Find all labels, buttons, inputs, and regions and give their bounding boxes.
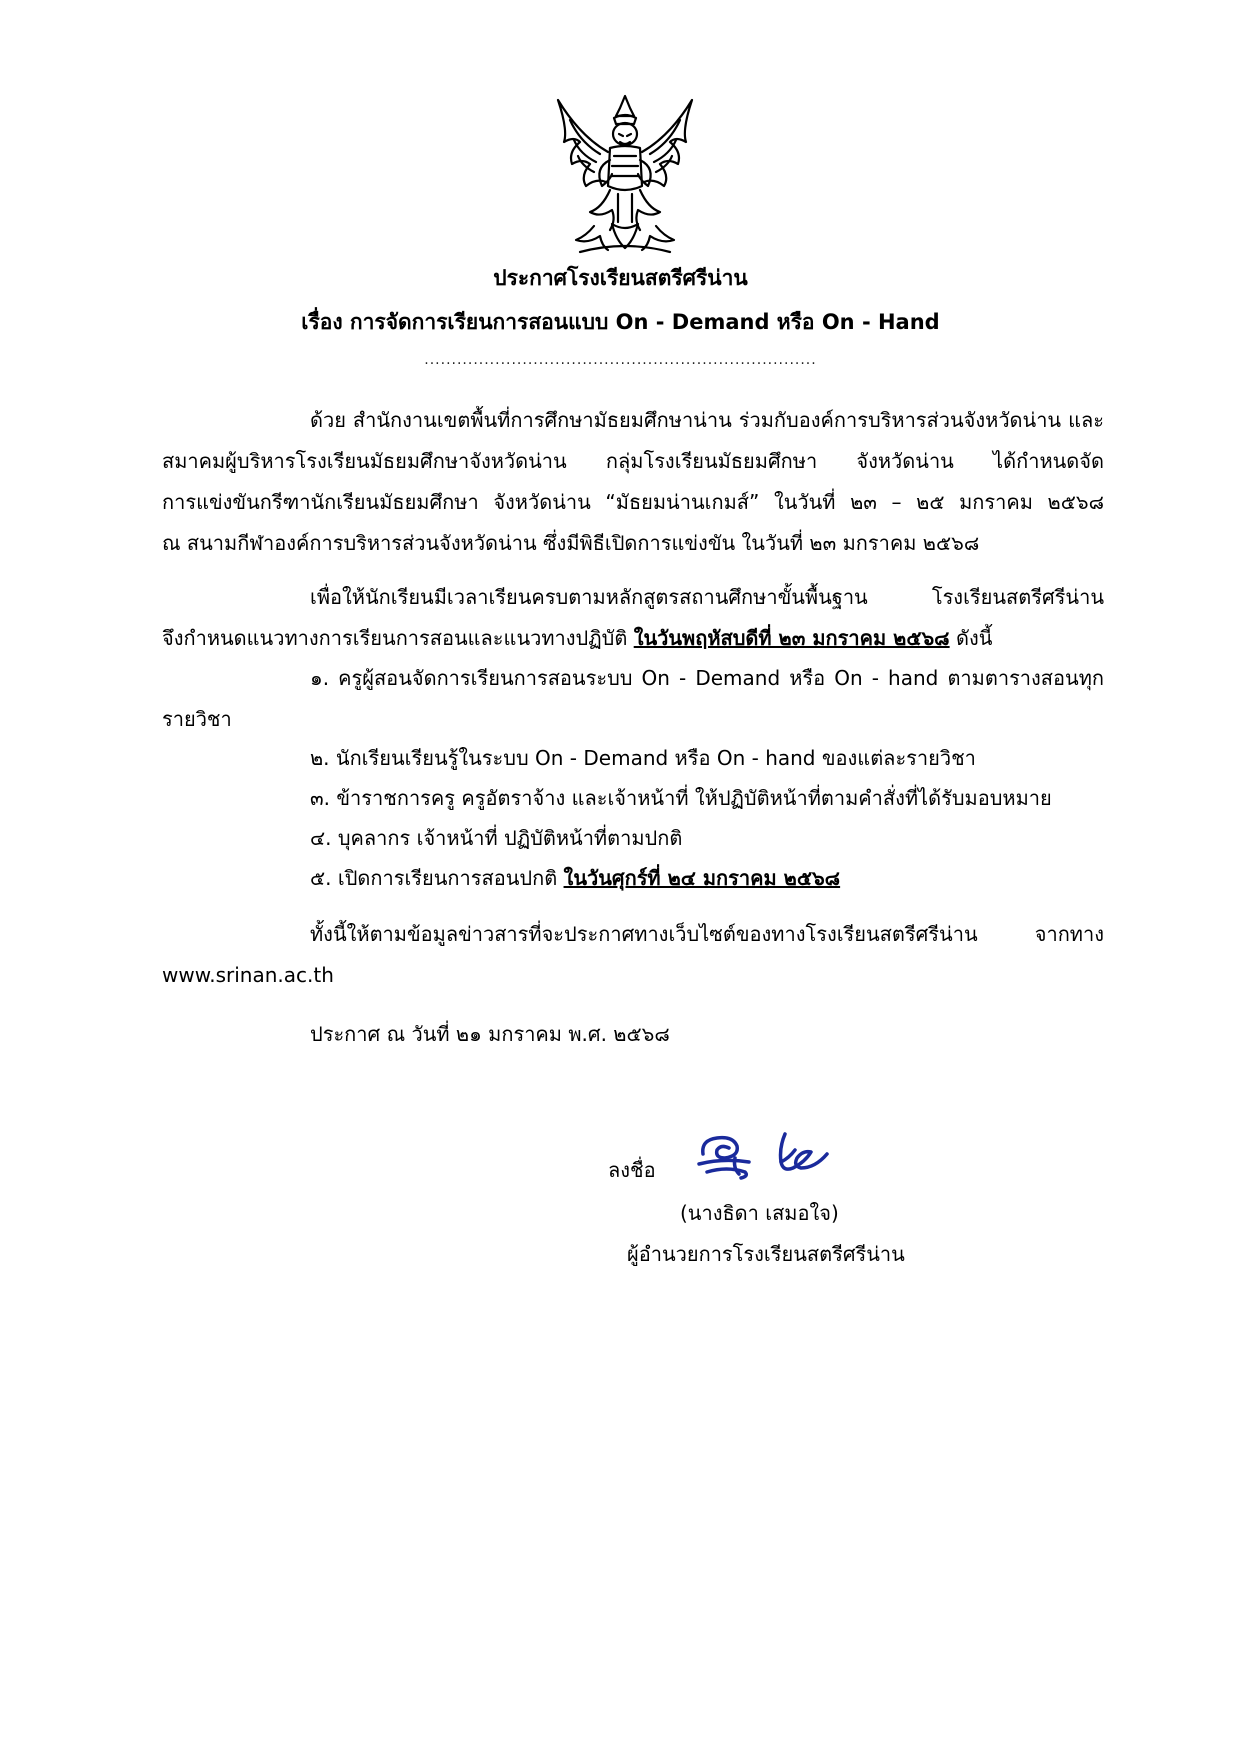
paragraph-2-line-2-suffix: ดังนี้ (955, 626, 993, 650)
signatory-name: (นางธิดา เสมอใจ) (680, 1201, 839, 1225)
list-item-2: ๒. นักเรียนเรียนรู้ในระบบ On - Demand หรือ On - hand ของแต่ละรายวิชา (310, 746, 976, 770)
announcement-title: ประกาศโรงเรียนสตรีศรีน่าน (493, 266, 748, 290)
signatory-position: ผู้อำนวยการโรงเรียนสตรีศรีน่าน (627, 1242, 905, 1266)
announcement-subject: เรื่อง การจัดการเรียนการสอนแบบ On - Demand หรือ On - Hand (301, 310, 940, 334)
garuda-emblem-icon (550, 90, 700, 258)
website-url: www.srinan.ac.th (162, 963, 334, 987)
paragraph-1-line-4: ณ สนามกีฬาองค์การบริหารส่วนจังหวัดน่าน ซึ่งมีพิธีเปิดการแข่งขัน ในวันที่ ๒๓ มกราคม ๒๕๖๘ (162, 531, 980, 555)
paragraph-1-line-3: การแข่งขันกรีฑานักเรียนมัธยมศึกษา จังหวัดน่าน “มัธยมน่านเกมส์” ในวันที่ ๒๓ – ๒๕ มกราคม ๒๕๖๘ (162, 490, 1104, 514)
paragraph-3-line-1: ทั้งนี้ให้ตามข้อมูลข่าวสารที่จะประกาศทางเว็บไซต์ของทางโรงเรียนสตรีศรีน่าน จากทาง (310, 922, 1104, 946)
list-item-1: ๑. ครูผู้สอนจัดการเรียนการสอนระบบ On - Demand หรือ On - hand ตามตารางสอนทุก (310, 666, 1104, 690)
list-item-3: ๓. ข้าราชการครู ครูอัตราจ้าง และเจ้าหน้าที่ ให้ปฏิบัติหน้าที่ตามคำสั่งที่ได้รับมอบหมาย (310, 786, 1052, 810)
list-item-4: ๔. บุคลากร เจ้าหน้าที่ ปฏิบัติหน้าที่ตามปกติ (310, 826, 683, 850)
list-item-5-prefix: ๕. เปิดการเรียนการสอนปกติ (310, 866, 558, 890)
paragraph-2-line-2 (162, 624, 992, 652)
signature-label: ลงชื่อ (608, 1158, 656, 1182)
emphasized-date-friday: ในวันศุกร์ที่ ๒๔ มกราคม ๒๕๖๘ (563, 866, 841, 890)
handwritten-signature (693, 1128, 853, 1184)
list-item-5 (310, 864, 840, 892)
paragraph-1-line-2: สมาคมผู้บริหารโรงเรียนมัธยมศึกษาจังหวัดน่าน กลุ่มโรงเรียนมัธยมศึกษา จังหวัดน่าน ได้กำหนดจัด (162, 449, 1104, 473)
announcement-date: ประกาศ ณ วันที่ ๒๑ มกราคม พ.ศ. ๒๕๖๘ (310, 1022, 670, 1046)
dotted-divider: ........................................................................ (424, 352, 817, 368)
paragraph-2-line-1: เพื่อให้นักเรียนมีเวลาเรียนครบตามหลักสูตรสถานศึกษาขั้นพื้นฐาน โรงเรียนสตรีศรีน่าน (310, 585, 1104, 609)
paragraph-2-line-2-prefix: จึงกำหนดแนวทางการเรียนการสอนและแนวทางปฏิบัติ (162, 626, 628, 650)
emphasized-date-thursday: ในวันพฤหัสบดีที่ ๒๓ มกราคม ๒๕๖๘ (633, 626, 950, 650)
list-item-1-continuation: รายวิชา (162, 707, 232, 731)
paragraph-1-line-1: ด้วย สำนักงานเขตพื้นที่การศึกษามัธยมศึกษาน่าน ร่วมกับองค์การบริหารส่วนจังหวัดน่าน และ (310, 408, 1104, 432)
